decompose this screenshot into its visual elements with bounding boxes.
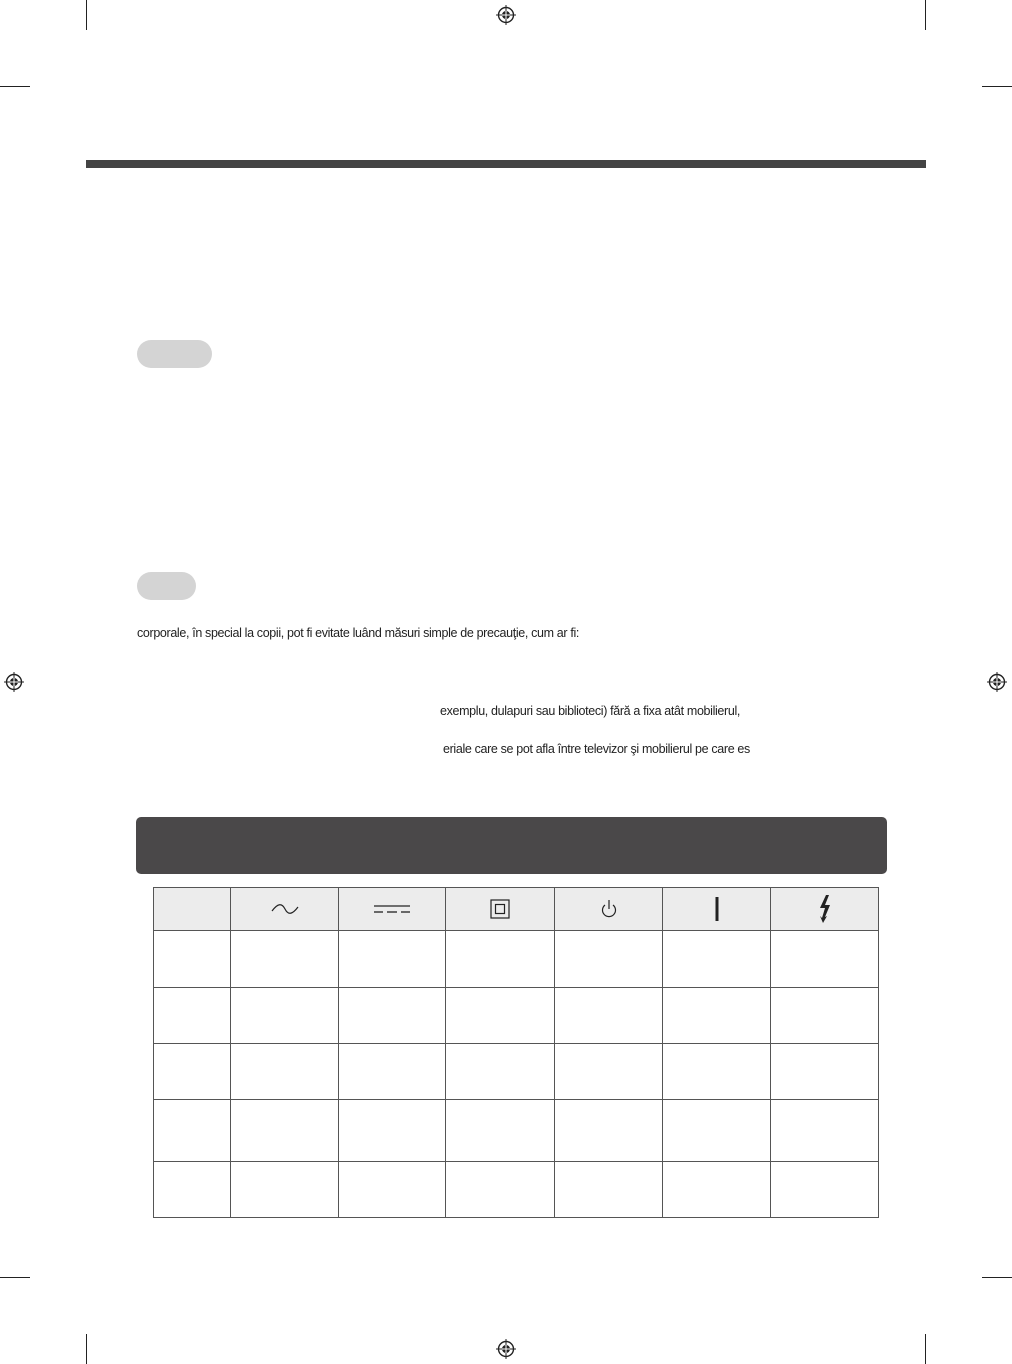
- table-cell: [771, 1162, 879, 1218]
- section-label-pill: [137, 572, 196, 600]
- registration-mark-icon: [496, 1339, 516, 1359]
- table-row: [154, 931, 879, 988]
- direct-current-icon: [373, 902, 411, 916]
- table-cell: [663, 988, 771, 1044]
- table-cell: [231, 1162, 339, 1218]
- table-cell: [446, 1100, 555, 1162]
- table-cell: [154, 988, 231, 1044]
- table-cell: [231, 988, 339, 1044]
- table-cell: [231, 931, 339, 988]
- table-cell: [771, 1100, 879, 1162]
- crop-mark: [925, 1334, 926, 1364]
- table-cell: [663, 931, 771, 988]
- table-header-cell: [339, 888, 446, 931]
- registration-mark-icon: [4, 672, 24, 692]
- table-cell: [555, 1162, 663, 1218]
- table-cell: [154, 1162, 231, 1218]
- table-cell: [663, 1100, 771, 1162]
- table-cell: [231, 1100, 339, 1162]
- table-cell: [663, 1162, 771, 1218]
- table-cell: [771, 988, 879, 1044]
- table-row: [154, 1100, 879, 1162]
- table-cell: [555, 1044, 663, 1100]
- table-header-cell: [154, 888, 231, 931]
- crop-mark: [982, 1277, 1012, 1278]
- table-cell: [339, 931, 446, 988]
- crop-mark: [86, 1334, 87, 1364]
- table-cell: [663, 1044, 771, 1100]
- table-cell: [154, 931, 231, 988]
- table-cell: [446, 1044, 555, 1100]
- table-header-cell: [446, 888, 555, 931]
- table-cell: [154, 1044, 231, 1100]
- table-header-row: [154, 888, 879, 931]
- on-power-icon: [714, 896, 720, 922]
- registration-mark-icon: [987, 672, 1007, 692]
- crop-mark: [86, 0, 87, 30]
- paragraph-line: corporale, în special la copii, pot fi evitate luând măsuri simple de precauţie, cum ar fi:: [137, 626, 579, 640]
- crop-mark: [0, 1277, 30, 1278]
- paragraph-line: eriale care se pot afla între televizor şi mobilierul pe care es: [443, 742, 750, 756]
- class-ii-equipment-icon: [490, 899, 510, 919]
- table-row: [154, 1162, 879, 1218]
- symbols-table: [153, 887, 879, 1218]
- table-header-cell: [663, 888, 771, 931]
- table-header-cell: [771, 888, 879, 931]
- paragraph-line: exemplu, dulapuri sau biblioteci) fără a fixa atât mobilierul,: [440, 704, 740, 718]
- table-cell: [446, 1162, 555, 1218]
- table-row: [154, 988, 879, 1044]
- crop-mark: [925, 0, 926, 30]
- table-cell: [555, 988, 663, 1044]
- standby-icon: [600, 899, 618, 919]
- section-label-pill: [137, 340, 212, 368]
- table-cell: [446, 931, 555, 988]
- section-banner: [136, 817, 887, 874]
- table-cell: [231, 1044, 339, 1100]
- header-rule: [86, 160, 926, 168]
- table-row: [154, 1044, 879, 1100]
- table-cell: [446, 988, 555, 1044]
- crop-mark: [0, 86, 30, 87]
- table-cell: [555, 1100, 663, 1162]
- table-header-cell: [231, 888, 339, 931]
- alternating-current-icon: [270, 902, 300, 916]
- table-cell: [339, 1044, 446, 1100]
- table-cell: [771, 1044, 879, 1100]
- table-cell: [339, 1162, 446, 1218]
- hazardous-voltage-icon: [817, 894, 833, 924]
- table-cell: [555, 931, 663, 988]
- table-cell: [154, 1100, 231, 1162]
- crop-mark: [982, 86, 1012, 87]
- table-cell: [339, 1100, 446, 1162]
- table-header-cell: [555, 888, 663, 931]
- table-cell: [339, 988, 446, 1044]
- table-cell: [771, 931, 879, 988]
- registration-mark-icon: [496, 5, 516, 25]
